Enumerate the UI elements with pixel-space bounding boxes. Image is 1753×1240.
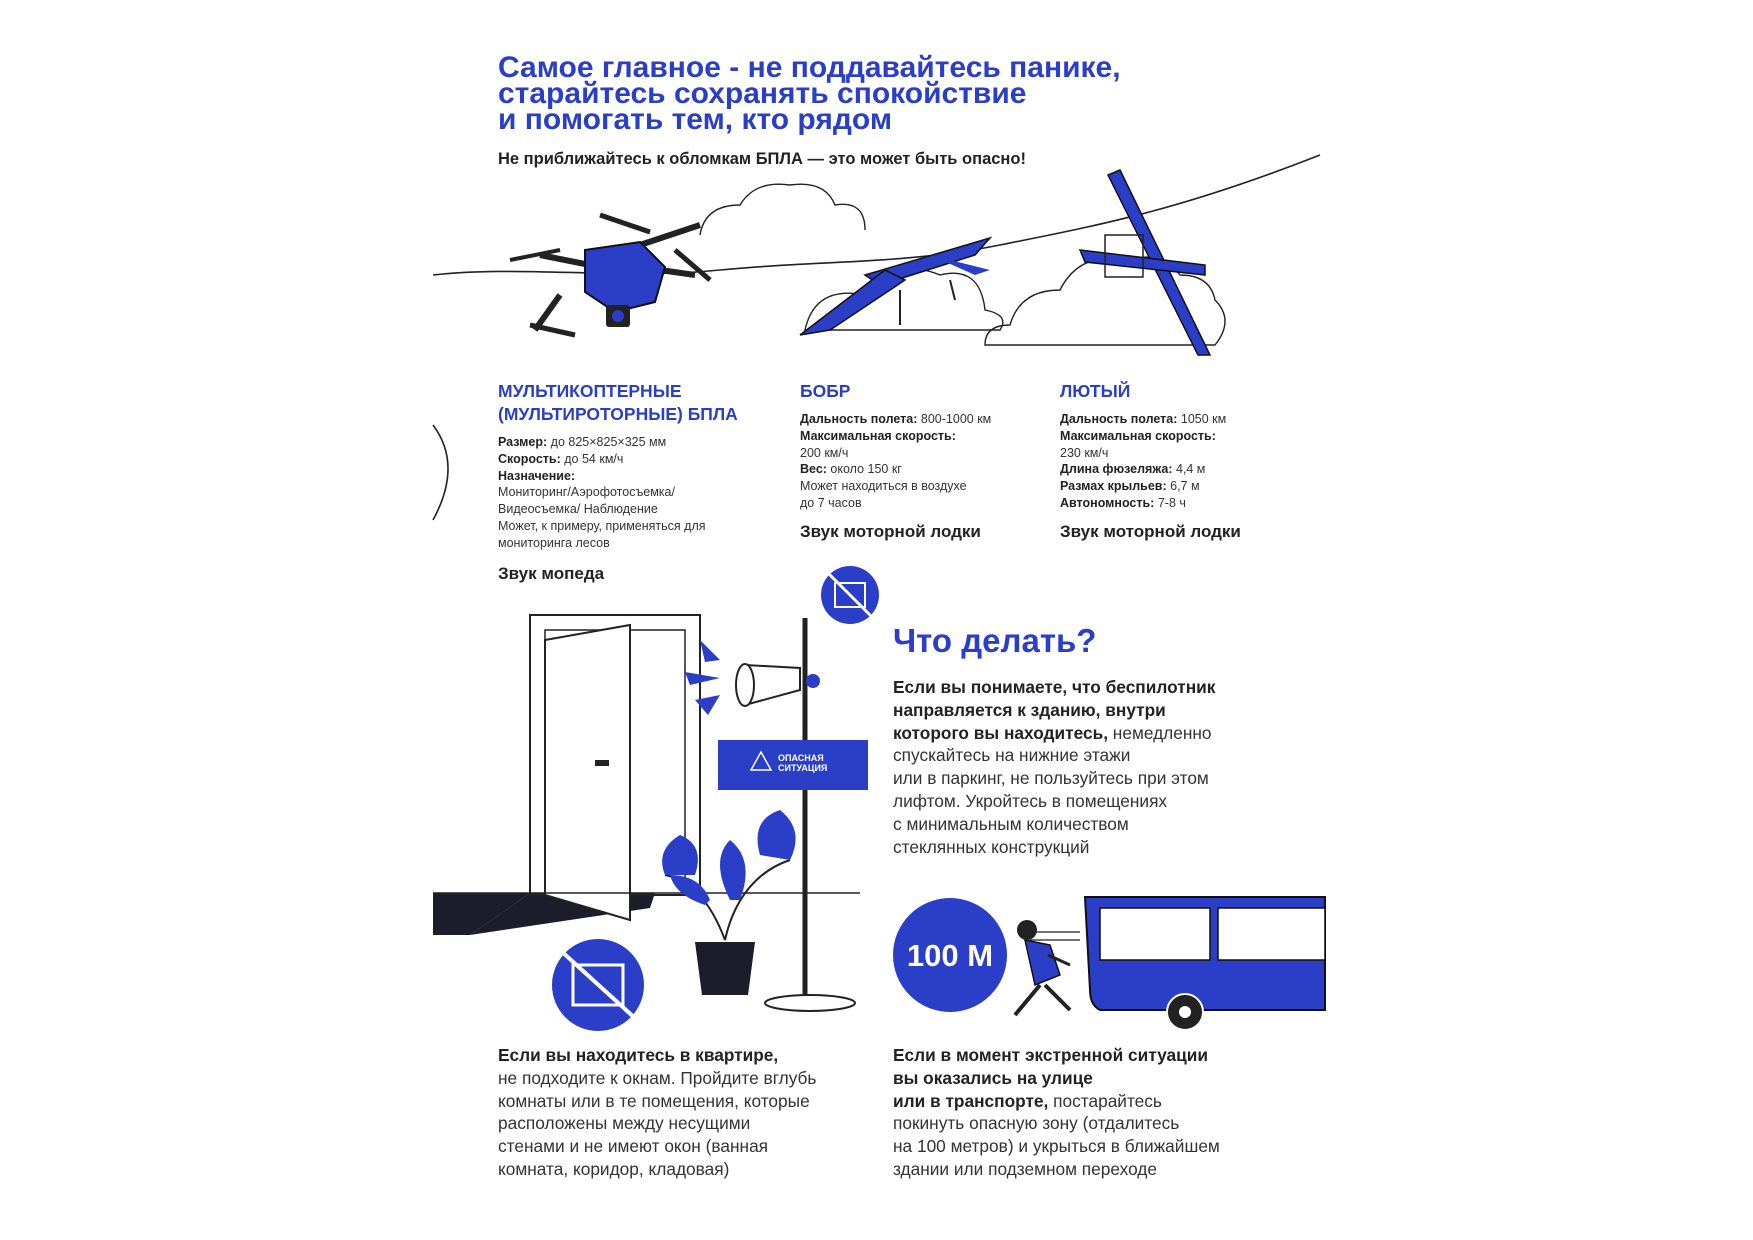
lyuty-spec: Автономность: 7-8 ч (1060, 495, 1186, 510)
no-window-sign-icon (821, 566, 879, 624)
multicopter-note: Может, к примеру, применяться для (498, 518, 706, 533)
street-line: покинуть опасную зону (отдалитесь (893, 1113, 1180, 1134)
advice-line: с минимальным количеством (893, 813, 1129, 834)
advice-line: которого вы находитесь, немедленно (893, 722, 1212, 743)
street-advice (893, 1044, 1220, 1181)
apartment-line: стенами и не имеют окон (ванная (498, 1136, 769, 1157)
apartment-advice (498, 1044, 816, 1181)
lyuty-spec: Дальность полета: 1050 км (1060, 412, 1227, 426)
multicopter-sound: Звук мопеда (498, 563, 605, 583)
bobr-drone-icon (800, 238, 990, 335)
decor-arc (433, 425, 448, 520)
no-window-large-icon (552, 939, 644, 1031)
apartment-line: Если вы находитесь в квартире, (498, 1045, 779, 1065)
bobr-title: БОБР (800, 381, 851, 401)
what-to-do-title: Что делать? (893, 622, 1097, 659)
street-line: вы оказались на улице (893, 1067, 1093, 1088)
bobr-spec: Дальность полета: 800-1000 км (800, 412, 992, 426)
building-advice (893, 676, 1215, 858)
multicopter-title-2: (МУЛЬТИРОТОРНЫЕ) БПЛА (498, 404, 738, 424)
advice-line: лифтом. Укройтесь в помещениях (893, 790, 1168, 811)
apartment-line: комнаты или в те помещения, которые (498, 1090, 810, 1111)
bobr-spec: 200 км/ч (800, 445, 849, 460)
potted-plant-icon (662, 810, 795, 995)
bobr-spec: до 7 часов (800, 495, 862, 510)
distance-label: 100 М (906, 938, 994, 973)
lyuty-spec: Длина фюзеляжа: 4,4 м (1060, 462, 1206, 477)
wire-line (433, 155, 1320, 275)
lyuty-drone-icon (1080, 170, 1210, 355)
headline-line-3: и помогать тем, кто рядом (498, 103, 893, 136)
bus-icon (1030, 897, 1325, 1030)
danger-sign-text-2: СИТУАЦИЯ (778, 763, 828, 773)
lyuty-title: ЛЮТЫЙ (1060, 381, 1131, 401)
headline-line-1: Самое главное - не поддавайтесь панике, (498, 51, 1121, 84)
street-line: на 100 метров) и укрыться в ближайшем (893, 1136, 1220, 1157)
apartment-line: комната, коридор, кладовая) (498, 1158, 730, 1179)
danger-sign-text-1: ОПАСНАЯ (778, 753, 824, 763)
advice-line: направляется к зданию, внутри (893, 699, 1166, 720)
lyuty-spec: Максимальная скорость: (1060, 428, 1216, 443)
lyuty-info (1060, 380, 1241, 542)
bobr-sound: Звук моторной лодки (800, 521, 981, 541)
running-person-icon (1015, 920, 1070, 1015)
lyuty-spec: 230 км/ч (1060, 445, 1109, 460)
advice-line: стеклянных конструкций (893, 836, 1090, 857)
advice-line: спускайтесь на нижние этажи (893, 745, 1131, 766)
bobr-info (800, 380, 991, 542)
bobr-spec: Максимальная скорость: (800, 428, 956, 443)
lyuty-sound: Звук моторной лодки (1060, 521, 1241, 541)
multicopter-note: Видеосъемка/ Наблюдение (498, 502, 658, 517)
multicopter-title-1: МУЛЬТИКОПТЕРНЫЕ (498, 381, 682, 401)
cloud-1-icon (700, 184, 865, 235)
advice-line: Если вы понимаете, что беспилотник (893, 677, 1216, 697)
advice-line: или в паркинг, не пользуйтесь при этом (893, 768, 1209, 789)
multicopter-spec-speed: Скорость: до 54 км/ч (498, 451, 624, 466)
quadcopter-drone-icon (510, 215, 710, 335)
apartment-line: не подходите к окнам. Пройдите вглубь (498, 1067, 817, 1088)
street-line: Если в момент экстренной ситуации (893, 1045, 1209, 1065)
street-line: или в транспорте, постарайтесь (893, 1090, 1162, 1111)
debris-warning: Не приближайтесь к обломкам БПЛА — это может быть опасно! (498, 150, 1026, 168)
multicopter-note: Мониторинг/Аэрофотосъемка/ (498, 485, 675, 500)
street-line: здании или подземном переходе (893, 1158, 1157, 1179)
multicopter-spec-purpose: Назначение: (498, 468, 576, 483)
multicopter-spec-size: Размер: до 825×825×325 мм (498, 435, 667, 449)
headline-line-2: старайтесь сохранять спокойствие (498, 77, 1027, 110)
bobr-spec: Вес: около 150 кг (800, 462, 902, 477)
apartment-line: расположены между несущими (498, 1113, 751, 1134)
multicopter-note: мониторинга лесов (498, 535, 610, 550)
multicopter-info (498, 380, 738, 584)
lyuty-spec: Размах крыльев: 6,7 м (1060, 479, 1200, 494)
bobr-spec: Может находиться в воздухе (800, 479, 967, 494)
